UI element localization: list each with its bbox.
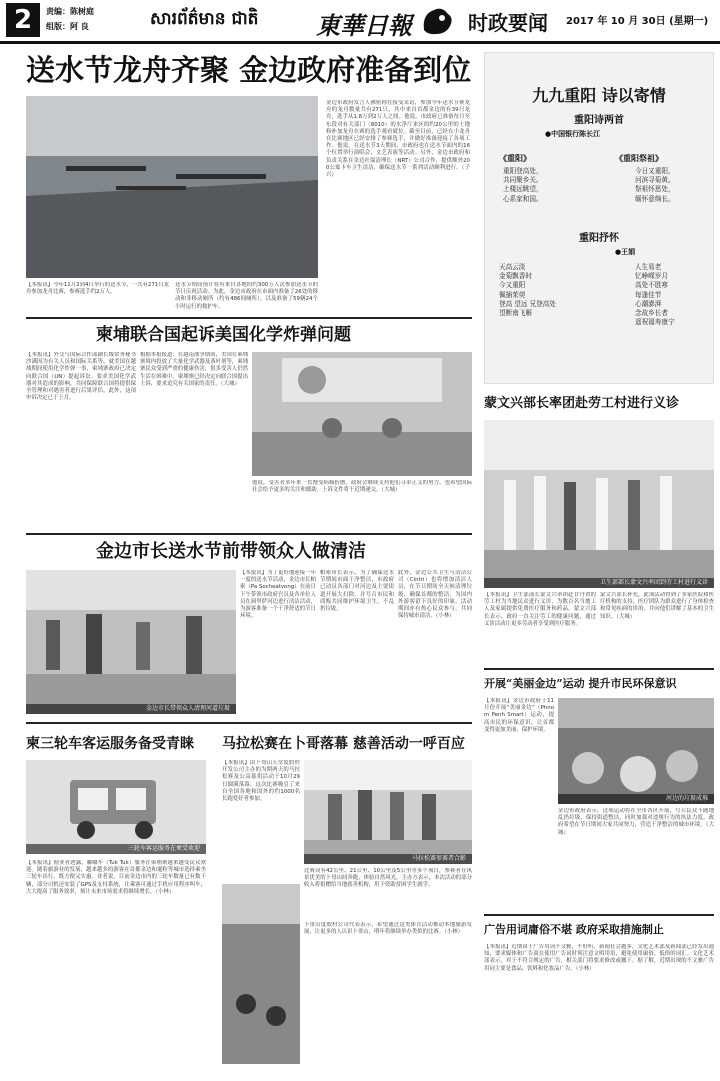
khmer-name: សារព័ត៌មាន ជាតិ [150, 9, 259, 29]
poem-author-2: ●王娟 [615, 248, 636, 256]
poem4-lines [635, 263, 675, 327]
lead-caption: 【本报讯】今年11月2到4日举行的送水节，一共有271只龙舟参加龙舟比赛，参赛选手约2万人。 [26, 282, 169, 296]
poem-line: 重阳登高处， [503, 167, 543, 175]
poem-line: 遥祝福寿康宁 [635, 318, 675, 327]
page-number: 2 [6, 3, 40, 37]
poem-author-1: ●中国银行陈长江 [545, 130, 601, 138]
tuktuk-caption: 三轮车客运服务在柬受欢迎 [26, 844, 206, 854]
tuktuk-body: 【本报讯】据业者透露，嘟嘟车（Tuk Tuk）服务在柬埔寨越来越受民众欢迎。随着旅游业的发展，越来越多的游客在首都金边和暹粒等城市选择乘坐三轮车出行，既方便又实惠。业者说，目前金边市内的三轮车数量已有数千辆，部分司机还安装了GPS及支付系统，让乘客可通过手机应用程序叫车，大大提高了服务效率，预计未来市场需求将继续增长。（小林） [26, 860, 206, 895]
poem-line: 天高云淡 [499, 263, 526, 271]
poem-box [484, 52, 714, 384]
poem1-lines [503, 167, 543, 204]
minister-caption: 卫生部部长蒙文兴率团到劳工村进行义诊 [484, 578, 714, 588]
poem-line: 心系家和国。 [503, 194, 543, 203]
poem-line: 河滨寻菊黄。 [635, 176, 675, 185]
editor-credit: 责编：陈树庭 [46, 7, 94, 16]
divider [484, 914, 714, 916]
poem2-title: 《重阳祭祖》 [615, 154, 663, 163]
poem-subtitle-2: 重阳抒怀 [579, 233, 619, 244]
poem-line: 今又重阳 [499, 281, 526, 290]
tuktuk-photo [26, 760, 206, 854]
poem-line: 高处不胜寒 [635, 281, 668, 290]
poem-line: 金菊飘香时 [499, 272, 532, 281]
masthead [0, 0, 720, 44]
poem-line: 心潮澎湃 [635, 299, 662, 308]
cleanup-headline: 金边市长送水节前带领众人做清洁 [96, 541, 366, 562]
poem-line: 今日又重阳， [635, 167, 675, 175]
cleanup-photo [26, 570, 236, 714]
marathon-photo [304, 760, 472, 864]
poem-line: 祭祖怀思处， [635, 185, 675, 194]
layout-credit: 组版：阿 良 [46, 22, 89, 31]
poem3-lines [499, 263, 556, 318]
poem-line: 望断南飞雁 [499, 309, 532, 318]
lawsuit-headline: 柬埔联合国起诉美国化学炸弹问题 [96, 325, 351, 345]
marathon-column-1: 【本报讯】由卜哥山天堂度假村开发公司主办的为期两天的马拉松赛及公益募捐活动于10月29日圆满落幕。这次比赛吸引了来自全国各地和国外的约1000名长跑爱好者参加。 [222, 760, 300, 803]
poem-line: 念故乡长者 [635, 309, 668, 318]
minister-photo [484, 420, 714, 588]
issue-date: 2017 年 10 月 30日 (星期一) [566, 16, 709, 27]
poem-line: 每逢佳节 [635, 290, 662, 299]
poem-line: 上楼远眺望， [503, 185, 543, 194]
divider [484, 668, 714, 670]
beautiful-caption: 河边的垃圾成堆 [558, 794, 714, 804]
poem-line: 缅怀意绵长。 [635, 194, 675, 203]
ads-body: 【本报讯】近期由于广告用词不文雅，不好听，新闻社会越多，文化艺术部及新闻部已经发出通知，要求媒体和广告商在使用广告词时须注意文明用语，避免使用庸俗、低俗的词汇。文化艺术部表示，对于不符合规定的广告，相关部门将要求修改或撤下。据了解，近期出现的不文雅广告用词主要是食品、饮料和化妆品广告。（小林） [484, 944, 714, 972]
poem-title: 九九重阳 诗以寄情 [532, 86, 666, 105]
lead-headline: 送水节龙舟齐聚 金边政府准备到位 [26, 53, 472, 87]
divider [26, 533, 472, 535]
lawsuit-column-2: 根据本报报道：在越南战争期间，美国在柬埔寨境内投放了大量化学武器及落叶剂等，柬埔寨民众受到严重的健康伤害，很多受害人仍然生活在困难中。柬埔寨已经决定向联合国提出上诉，要求追究有关国家的责任。（大城） [140, 352, 248, 387]
cleanup-column-2: 帕索市长表示，为了确保送水节期间市面干净整洁，市政府已动员各部门对河边及主要街道开展大扫除，并号召市民和商贩共同维护环境卫生，不乱扔垃圾。 [320, 570, 394, 613]
tuktuk-headline: 柬三轮车客运服务备受青睐 [26, 736, 194, 752]
lead-column-2: 送水节期间预计将有来自各地的约300万人次参加送水节的节日庆祝活动。为此，金边市政府在市面内准备了26处的移动和非移动厕所（约有486间厕所），以及准备了59辆24个小时运行的救护车。 [175, 282, 318, 310]
poem2-lines [635, 167, 675, 204]
poem-line: 登高 望远 兄登高处 [499, 299, 556, 308]
cleanup-caption: 金边市长带领众人清理河道垃圾 [26, 704, 236, 714]
minister-headline: 蒙文兴部长率团赴劳工村进行义诊 [484, 396, 680, 411]
marathon-column-2: 比赛设有42公里、21公里、10公里及5公里等多个项目，参赛者在风景优美的卜哥山间奔跑，体验自然风光。主办方表示，本次活动的部分收入将捐赠给当地慈善机构，用于资助贫困学生就学。 [304, 868, 472, 889]
poem-line: 人生易老 [635, 263, 662, 271]
lead-photo [26, 96, 318, 278]
ads-headline: 广告用词庸俗不堪 政府采取措施制止 [484, 923, 664, 936]
poem-line: 忆峥嵘岁月 [635, 272, 668, 281]
poem-line: 共同聚乡关。 [503, 176, 543, 185]
marathon-race-photo [222, 884, 300, 1064]
lawsuit-column-3: 他说，受害者多年来一直饱受病痛折磨，政府会继续支持他们寻求正义的努力，也希望国际社会给予更多的关注和援助。上诉文件将于近期递交。（大城） [252, 480, 472, 494]
divider [26, 317, 472, 319]
beautiful-column-2: 金边市政府表示，这项运动将在全市各区开展，号召民众不随地乱扔垃圾，保持街道整洁，同时加强对违规行为的执法力度。政府希望在节日期间大家共同努力，营造干净整洁的城市环境。（大城） [558, 808, 714, 836]
lawsuit-photo [252, 352, 472, 476]
section-title: 时政要闻 [468, 11, 548, 35]
beautiful-headline: 开展“美丽金边”运动 提升市民环保意识 [484, 677, 677, 690]
paper-name: 東華日報 [316, 11, 412, 40]
poem1-title: 《重阳》 [499, 154, 531, 163]
divider [26, 722, 472, 724]
minister-column-1: 【本报讯】卫生部部长蒙文兴率团赴甘丹省的劳工村为当地民众进行义诊，为数百名当地工人及家属提供免费医疗服务和药品。蒙文兴部长表示，政府一直关注劳工的健康问题，通过义诊活动让更多劳动者享受到医疗服务。 [484, 592, 596, 627]
poem-subtitle-1: 重阳诗两首 [574, 115, 624, 126]
minister-column-2: 蒙文兴部长补充，此项活动得到了多家医院和医疗机构的支持，医疗团队为群众进行了身体检查和常见疾病的诊治，并向他们讲解了基本的卫生知识。（大城） [600, 592, 714, 620]
lawsuit-column-1: 【本报讯】外交与国际合作部副长级常务秘书沙满因为有关人员和国际关系等，就美国在越战期间使用化学炸弹一事，柬埔寨政府已决定向联合国（UN）提起诉讼。要求美国化学武器对其造成的影响，共同保障联合国将提供保全管理和对遇害者进行后果评估。此外，这项申诉决定已于上月。 [26, 352, 136, 402]
beautiful-photo [558, 698, 714, 804]
cleanup-column-1: 【本报讯】为了更好地迎接一年一度的送水节活动，金边市长帕索（Pa Socheatvong）在前日下午带领市政府官员及各单位人员在洞里萨河边进行清洁活动，为游客准备一个干净舒适的节日环境。 [240, 570, 316, 620]
marathon-column-3: 卜哥山度假村公司代表表示，希望通过这类体育活动推动本地旅游发展，让更多的人认识卜哥山，明年将继续举办类似的比赛。（小林） [304, 922, 472, 936]
poem-line: 佩插茱萸 [499, 290, 526, 299]
marathon-headline: 马拉松赛在卜哥落幕 慈善活动一呼百应 [222, 736, 465, 752]
lead-column-3: 金边市政府发言人佛密称在接受采访，参加今年送水节赛龙舟的龙舟数量共有271只，其中来自首都金边的有39只龙舟，选手从1.8万到2万人之间。他说，市政府已准备每月至东段对有关部门（8010）的水净厅来区的约20公里的土地修补加龙舟在赛的选手观看就位。截至目前，已经在小龙舟在比赛地区已经安排了参赛选手，并做好准备迎接了各项工作。他说，在送水节3天期间，市政府也在送水节面内的16个位置举行演唱会，文艺表演等活动。另外，金边市政府和负责关系在金边社保清理长（NRT）公司合作，提供额外200公寓卡车卫生清洁，确保送水节一系列活动顺利进行。（子兴） [326, 100, 470, 179]
logo-icon [420, 4, 456, 38]
marathon-caption: 马拉松赛参赛者合影 [304, 854, 472, 864]
beautiful-column-1: 【本报讯】金边市政府于11月份开展“美丽金边”（Phnom Penh Smart）运动，提高市民的环保意识，让首都变得更加美丽，保护环境。 [484, 698, 554, 733]
cleanup-column-3: 此外，金边公共卫生与清洁公司（Cintri）也将增加清洁人员，在节日期间全天候清理垃圾，确保首都的整洁，为国内外游客留下良好的印象。活动期间亦有热心民众参与，共同保持城市清洁。（小林） [398, 570, 472, 620]
